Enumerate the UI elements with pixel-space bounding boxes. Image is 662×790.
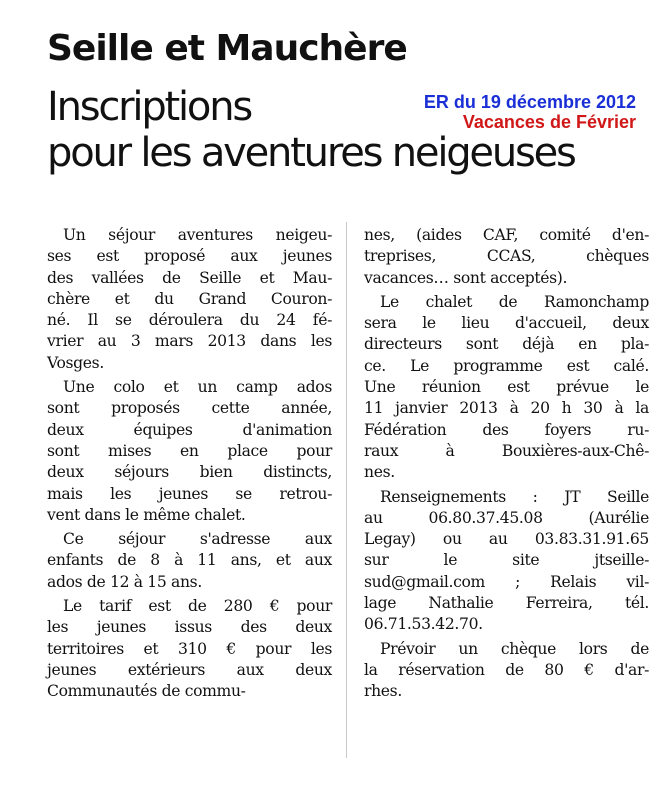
text-line: sont mises en place pour <box>47 441 332 460</box>
headline-line-1: Inscriptions <box>47 84 251 130</box>
source-stamp <box>424 92 636 132</box>
text-line: vrier au 3 mars 2013 dans les <box>47 332 332 351</box>
text-line: treprises, CCAS, chèques <box>364 247 649 266</box>
text-line: lage Nathalie Ferreira, tél. <box>364 594 649 613</box>
article-kicker: Seille et Mauchère <box>47 28 407 69</box>
text-line: deux séjours bien distincts, <box>47 463 332 482</box>
headline-line-2: pour les aventures neigeuses <box>47 130 575 176</box>
text-line: enfants de 8 à 11 ans, et aux <box>47 551 332 570</box>
text-line: nes. <box>364 463 395 482</box>
text-line: Le tarif est de 280 € pour <box>63 597 332 616</box>
topic-label: Vacances de Février <box>462 112 636 132</box>
paragraph <box>364 639 649 703</box>
text-line: né. Il se déroulera du 24 fé- <box>47 311 332 330</box>
text-line: ados de 12 à 15 ans. <box>47 572 202 591</box>
body-column-left <box>47 225 332 706</box>
paragraph <box>47 529 332 593</box>
paragraph <box>364 225 649 289</box>
body-column-right <box>364 225 649 706</box>
text-line: raux à Bouxières-aux-Chê- <box>364 441 649 460</box>
text-line: Vosges. <box>47 353 104 372</box>
text-line: sera le lieu d'accueil, deux <box>364 314 649 333</box>
text-line: au 06.80.37.45.08 (Aurélie <box>364 508 649 527</box>
text-line: rhes. <box>364 682 402 701</box>
text-line: Une réunion est prévue le <box>364 378 649 397</box>
text-line: des vallées de Seille et Mau- <box>47 268 332 287</box>
text-line: 06.71.53.42.70. <box>364 615 483 634</box>
text-line: jeunes extérieurs aux deux <box>47 660 332 679</box>
text-line: vacances… sont acceptés). <box>364 268 568 287</box>
text-line: directeurs sont déjà en pla- <box>364 335 649 354</box>
text-line: les jeunes issus des deux <box>47 618 332 637</box>
text-line: Ce séjour s'adresse aux <box>63 530 332 549</box>
text-line: Prévoir un chèque lors de <box>380 639 649 658</box>
paragraph <box>47 377 332 526</box>
text-line: sud@gmail.com ; Relais vil- <box>364 572 649 591</box>
text-line: Un séjour aventures neigeu- <box>63 226 332 244</box>
text-line: Legay) ou au 03.83.31.91.65 <box>364 530 649 549</box>
text-line: ses est proposé aux jeunes <box>47 247 332 266</box>
text-line: nes, (aides CAF, comité d'en- <box>364 226 649 244</box>
text-line: Le chalet de Ramonchamp <box>380 292 649 311</box>
text-line: ce. Le programme est calé. <box>364 356 649 375</box>
text-line: la réservation de 80 € d'ar- <box>364 660 649 679</box>
text-line: chère et du Grand Couron- <box>47 289 332 308</box>
source-label: ER du 19 décembre 2012 <box>423 92 636 112</box>
text-line: Communautés de commu- <box>47 682 246 701</box>
text-line: sont proposés cette année, <box>47 399 332 418</box>
text-line: territoires et 310 € pour les <box>47 639 332 658</box>
text-line: mais les jeunes se retrou- <box>47 484 332 503</box>
text-line: vent dans le même chalet. <box>47 505 246 524</box>
text-line: Une colo et un camp ados <box>63 378 332 397</box>
paragraph <box>364 487 649 636</box>
text-line: Renseignements : JT Seille <box>380 487 649 506</box>
text-line: deux équipes d'animation <box>47 420 332 439</box>
paragraph <box>364 292 649 484</box>
text-line: Fédération des foyers ru- <box>364 420 649 439</box>
text-line: 11 janvier 2013 à 20 h 30 à la <box>364 399 649 418</box>
column-divider <box>346 222 347 758</box>
paragraph <box>47 225 332 374</box>
paragraph <box>47 596 332 702</box>
text-line: sur le site jtseille- <box>364 551 649 570</box>
